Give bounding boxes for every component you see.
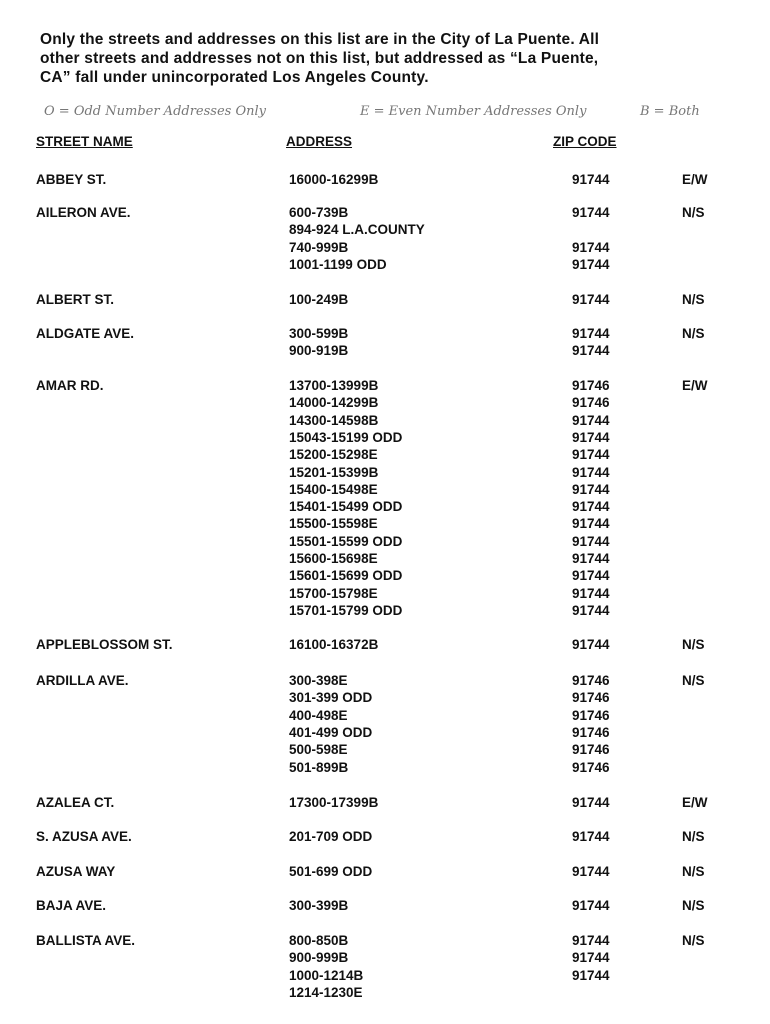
address-range: 894-924 L.A.COUNTY	[289, 222, 425, 238]
address-line	[0, 534, 770, 551]
address-range: 300-398E	[289, 673, 348, 688]
street-direction: E/W	[682, 172, 708, 187]
address-line	[0, 257, 770, 274]
zip-code: 91744	[572, 481, 610, 497]
intro-line: Only the streets and addresses on this list are in the City of La Puente. All	[40, 31, 600, 48]
street-direction: N/S	[682, 673, 705, 688]
address-range: 900-999B	[289, 950, 349, 966]
address-range: 800-850B	[289, 933, 349, 948]
zip-code: 91744	[572, 429, 610, 445]
zip-code: 91744	[572, 205, 610, 220]
address-line	[0, 568, 770, 585]
address-range: 501-899B	[289, 759, 349, 775]
zip-code: 91744	[572, 795, 610, 810]
address-line	[0, 326, 770, 343]
address-line	[0, 447, 770, 464]
address-range: 15600-15698E	[289, 551, 378, 566]
address-line	[0, 240, 770, 257]
zip-code: 91744	[572, 950, 610, 966]
address-range: 14300-14598B	[289, 412, 379, 428]
zip-code: 91744	[572, 967, 610, 983]
street-direction: N/S	[682, 292, 705, 307]
street-name: AZALEA CT.	[36, 795, 115, 810]
address-line	[0, 430, 770, 447]
address-range: 600-739B	[289, 205, 349, 220]
street-name: BAJA AVE.	[36, 898, 107, 913]
zip-code: 91744	[572, 551, 610, 566]
street-name: ALBERT ST.	[36, 292, 115, 307]
address-line	[0, 586, 770, 603]
zip-code: 91744	[572, 326, 610, 341]
street-name: S. AZUSA AVE.	[36, 829, 132, 844]
address-range: 501-699 ODD	[289, 864, 373, 879]
address-line	[0, 673, 770, 690]
address-line	[0, 864, 770, 881]
street-direction: E/W	[682, 795, 708, 810]
address-line	[0, 933, 770, 950]
address-range: 1001-1199 ODD	[289, 256, 387, 272]
address-range: 1214-1230E	[289, 984, 363, 1000]
address-range: 15500-15598E	[289, 516, 378, 532]
address-range: 16100-16372B	[289, 637, 379, 652]
street-direction: N/S	[682, 829, 705, 844]
address-range: 400-498E	[289, 707, 348, 723]
address-range: 900-919B	[289, 343, 349, 359]
zip-code: 91744	[572, 292, 610, 307]
address-range: 15043-15199 ODD	[289, 429, 403, 445]
address-range: 15701-15799 ODD	[289, 602, 403, 618]
street-direction: E/W	[682, 378, 708, 393]
zip-code: 91746	[572, 673, 610, 688]
zip-code: 91744	[572, 516, 610, 532]
address-line	[0, 968, 770, 985]
address-range: 14000-14299B	[289, 395, 379, 411]
zip-code: 91744	[572, 568, 610, 584]
address-line	[0, 690, 770, 707]
address-range: 300-399B	[289, 898, 349, 913]
street-name: AILERON AVE.	[36, 205, 131, 220]
zip-code: 91744	[572, 898, 610, 913]
legend-odd: O = Odd Number Addresses Only	[44, 104, 266, 119]
street-direction: N/S	[682, 933, 705, 948]
zip-code: 91746	[572, 690, 610, 706]
address-range: 13700-13999B	[289, 378, 379, 393]
address-line	[0, 343, 770, 360]
zip-code: 91746	[572, 395, 610, 411]
zip-code: 91744	[572, 256, 610, 272]
zip-code: 91744	[572, 637, 610, 652]
zip-code: 91744	[572, 533, 610, 549]
header-zip-code: ZIP CODE	[553, 134, 617, 149]
legend-even: E = Even Number Addresses Only	[360, 104, 587, 119]
street-direction: N/S	[682, 864, 705, 879]
street-name: AMAR RD.	[36, 378, 104, 393]
address-line	[0, 205, 770, 222]
address-line	[0, 395, 770, 412]
intro-line: other streets and addresses not on this list, but addressed as “La Puente,	[40, 50, 599, 67]
zip-code: 91744	[572, 172, 610, 187]
address-line	[0, 725, 770, 742]
zip-code: 91744	[572, 864, 610, 879]
address-line	[0, 499, 770, 516]
address-line	[0, 985, 770, 1002]
zip-code: 91746	[572, 759, 610, 775]
street-name: BALLISTA AVE.	[36, 933, 135, 948]
address-line	[0, 222, 770, 239]
zip-code: 91744	[572, 829, 610, 844]
address-range: 15700-15798E	[289, 585, 378, 601]
address-line	[0, 172, 770, 189]
zip-code: 91746	[572, 724, 610, 740]
address-line	[0, 603, 770, 620]
address-range: 1000-1214B	[289, 967, 364, 983]
address-line	[0, 551, 770, 568]
zip-code: 91744	[572, 499, 610, 515]
zip-code: 91744	[572, 464, 610, 480]
address-line	[0, 795, 770, 812]
zip-code: 91744	[572, 447, 610, 463]
address-line	[0, 708, 770, 725]
zip-code: 91746	[572, 742, 610, 758]
street-name: ALDGATE AVE.	[36, 326, 135, 341]
zip-code: 91744	[572, 933, 610, 948]
address-range: 17300-17399B	[289, 795, 379, 810]
address-range: 16000-16299B	[289, 172, 379, 187]
address-range: 740-999B	[289, 239, 349, 255]
address-range: 100-249B	[289, 292, 349, 307]
address-range: 15401-15499 ODD	[289, 499, 403, 515]
street-name: ARDILLA AVE.	[36, 673, 129, 688]
address-range: 15501-15599 ODD	[289, 533, 403, 549]
address-line	[0, 950, 770, 967]
address-range: 300-599B	[289, 326, 349, 341]
address-line	[0, 516, 770, 533]
zip-code: 91746	[572, 378, 610, 393]
address-line	[0, 378, 770, 395]
street-direction: N/S	[682, 205, 705, 220]
street-name: ABBEY ST.	[36, 172, 107, 187]
address-line	[0, 413, 770, 430]
address-range: 15200-15298E	[289, 447, 378, 463]
zip-code: 91744	[572, 239, 610, 255]
header-street-name: STREET NAME	[36, 134, 133, 149]
address-line	[0, 482, 770, 499]
address-line	[0, 742, 770, 759]
header-address: ADDRESS	[286, 134, 353, 149]
address-range: 15400-15498E	[289, 481, 378, 497]
street-direction: N/S	[682, 326, 705, 341]
intro-line: CA” fall under unincorporated Los Angeles County.	[40, 69, 429, 86]
address-range: 201-709 ODD	[289, 829, 373, 844]
address-line	[0, 465, 770, 482]
zip-code: 91744	[572, 585, 610, 601]
address-range: 15201-15399B	[289, 464, 379, 480]
street-name: APPLEBLOSSOM ST.	[36, 637, 173, 652]
zip-code: 91744	[572, 602, 610, 618]
intro-paragraph	[40, 30, 730, 87]
zip-code: 91746	[572, 707, 610, 723]
address-line	[0, 637, 770, 654]
street-direction: N/S	[682, 637, 705, 652]
street-name: AZUSA WAY	[36, 864, 116, 879]
street-direction: N/S	[682, 898, 705, 913]
address-line	[0, 829, 770, 846]
address-line	[0, 292, 770, 309]
address-line	[0, 760, 770, 777]
address-range: 500-598E	[289, 742, 348, 758]
address-range: 15601-15699 ODD	[289, 568, 403, 584]
zip-code: 91744	[572, 412, 610, 428]
zip-code: 91744	[572, 343, 610, 359]
address-range: 401-499 ODD	[289, 724, 373, 740]
address-range: 301-399 ODD	[289, 690, 373, 706]
legend-both: B = Both	[640, 104, 700, 119]
address-line	[0, 898, 770, 915]
